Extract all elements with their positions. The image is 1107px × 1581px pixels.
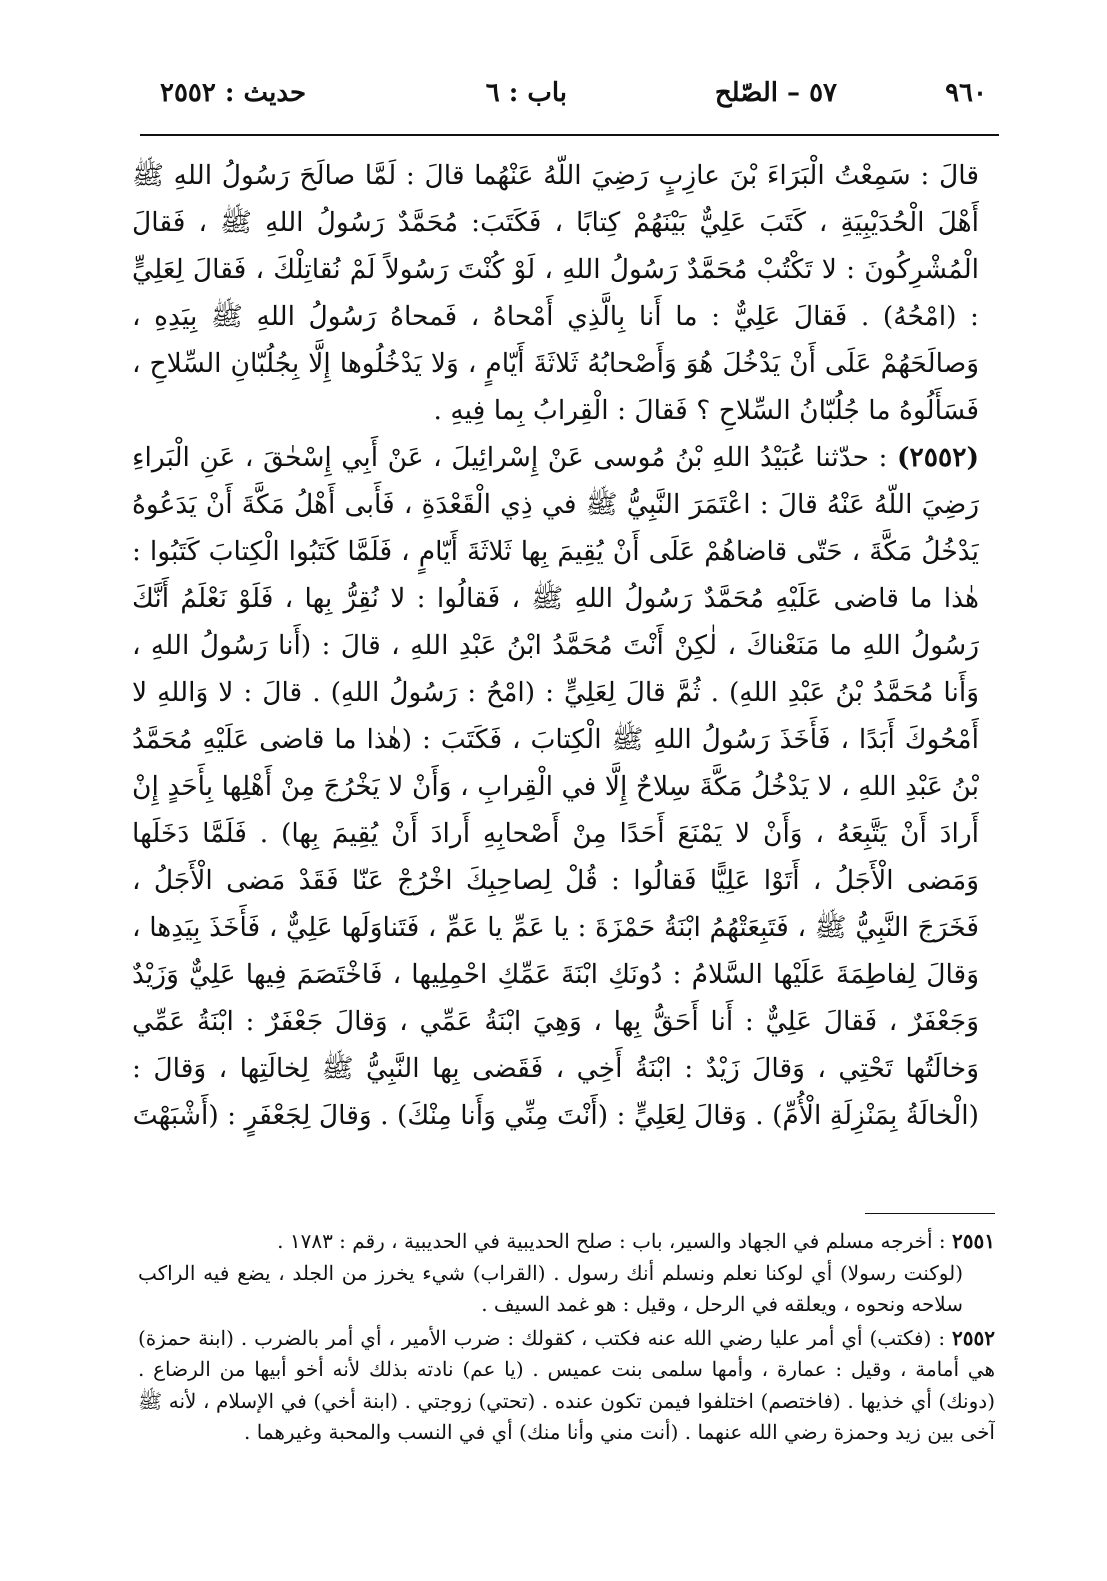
header-divider — [140, 134, 999, 136]
footnote-divider — [865, 1213, 995, 1214]
main-text — [132, 152, 979, 1197]
page-header — [160, 78, 987, 118]
footnotes — [138, 1226, 995, 1526]
footnote-number: ٢٥٥١ — [952, 1229, 995, 1253]
hadith-number: (٢٥٥٢) — [896, 442, 979, 473]
footnote-explanation: (لوكنت رسولا) أي لوكنا نعلم ونسلم أنك رسول . (القراب) شيء يخرز من الجلد ، يضع فيه الراكب سلاحه ونحوه ، ويعلقه في الرحل ، وقيل : هو غمد السيف . — [138, 1260, 963, 1316]
footnote-number: ٢٥٥٢ — [952, 1325, 995, 1350]
page-number: ٩٦٠ — [945, 78, 987, 108]
bab-label: باب : ٦ — [485, 78, 567, 108]
chapter-title: ٥٧ – الصّلح — [714, 78, 837, 108]
paragraph-continuation: قالَ : سَمِعْتُ الْبَرَاءَ بْنَ عازِبٍ رَضِيَ اللّهُ عَنْهُما قالَ : لَمَّا صالَحَ رَسُولُ اللهِ ﷺ أَهْلَ الْحُدَيْبِيَةِ ، كَتَبَ عَلِيٌّ بَيْنَهُمْ كِتابًا ، فَكَتَبَ: مُحَمَّدٌ رَسُولُ اللهِ ﷺ ، فَقالَ الْمُشْرِكُونَ : لا تَكْتُبْ مُحَمَّدٌ رَسُولُ اللهِ ، لَوْ كُنْتَ رَسُولاً لَمْ نُقاتِلْكَ ، فَقالَ لِعَلِيٍّ : (امْحُهُ) . فَقالَ عَلِيٌّ : ما أَنا بِالَّذِي أَمْحاهُ ، فَمحاهُ رَسُولُ اللهِ ﷺ بِيَدِهِ ، وَصالَحَهُمْ عَلَى أَنْ يَدْخُلَ هُوَ وَأَصْحابُهُ ثَلاثَةَ أَيّامٍ ، وَلا يَدْخُلُوها إِلَّا بِجُلُبّانِ السِّلاحِ ، فَسَأَلُوهُ ما جُلُبّانُ السِّلاحِ ؟ فَقالَ : الْقِرابُ بِما فِيهِ . — [132, 160, 979, 426]
paragraph-hadith-2552 — [132, 434, 979, 1139]
footnote-explanation: : (فكتب) أي أمر عليا رضي الله عنه فكتب ، كقولك : ضرب الأمير ، أي أمر بالضرب . (ابنة حمزة) هي أمامة ، وقيل : عمارة ، وأمها سلمى بنت عميس . (يا عم) نادته بذلك لأنه أخو أبيها من الرضاع . (دونك) أي خذيها . (فاختصم) اختلفوا فيمن تكون عنده . (تحتي) زوجتي . (ابنة أخي) في الإسلام ، لأنه ﷺ آخى بين زيد وحمزة رضي الله عنهما . (أنت مني وأنا منك) أي في النسب والمحبة وغيرهما . — [138, 1325, 995, 1444]
hadith-range-label: حديث : ٢٥٥٢ — [160, 78, 307, 108]
footnote-2551 — [138, 1226, 995, 1321]
hadith-text: : حدّثنا عُبَيْدُ اللهِ بْنُ مُوسى عَنْ إِسْرائِيلَ ، عَنْ أَبِي إِسْحٰقَ ، عَنِ الْبَراءِ رَضِيَ اللّهُ عَنْهُ قالَ : اعْتَمَرَ النَّبِيُّ ﷺ في ذِي الْقَعْدَةِ ، فَأَبى أَهْلُ مَكَّةَ أَنْ يَدَعُوهُ يَدْخُلُ مَكَّةَ ، حَتّى قاضاهُمْ عَلَى أَنْ يُقِيمَ بِها ثَلاثَةَ أَيّامٍ ، فَلَمَّا كَتَبُوا الْكِتابَ كَتَبُوا : هٰذا ما قاضى عَلَيْهِ مُحَمَّدٌ رَسُولُ اللهِ ﷺ ، فَقالُوا : لا نُقِرُّ بِها ، فَلَوْ نَعْلَمُ أَنَّكَ رَسُولُ اللهِ ما مَنَعْناكَ ، لٰكِنْ أَنْتَ مُحَمَّدُ ابْنُ عَبْدِ اللهِ ، قالَ : (أَنا رَسُولُ اللهِ ، وَأَنا مُحَمَّدُ بْنُ عَبْدِ اللهِ) . ثُمَّ قالَ لِعَلِيٍّ : (امْحُ : رَسُولُ اللهِ) . قالَ : لا وَاللهِ لا أَمْحُوكَ أَبَدًا ، فَأَخَذَ رَسُولُ اللهِ ﷺ الْكِتابَ ، فَكَتَبَ : (هٰذا ما قاضى عَلَيْهِ مُحَمَّدُ بْنُ عَبْدِ اللهِ ، لا يَدْخُلُ مَكَّةَ سِلاحٌ إِلَّا في الْقِرابِ ، وَأَنْ لا يَخْرُجَ مِنْ أَهْلِها بِأَحَدٍ إِنْ أَرادَ أَنْ يَتَّبِعَهُ ، وَأَنْ لا يَمْنَعَ أَحَدًا مِنْ أَصْحابِهِ أَرادَ أَنْ يُقِيمَ بِها) . فَلَمَّا دَخَلَها وَمَضى الْأَجَلُ ، أَتَوْا عَلِيًّا فَقالُوا : قُلْ لِصاحِبِكَ اخْرُجْ عَنّا فَقَدْ مَضى الْأَجَلُ ، فَخَرَجَ النَّبِيُّ ﷺ ، فَتَبِعَتْهُمُ ابْنَةُ حَمْزَةَ : يا عَمِّ يا عَمِّ ، فَتَناوَلَها عَلِيٌّ ، فَأَخَذَ بِيَدِها ، وَقالَ لِفاطِمَةَ عَلَيْها السَّلامُ : دُونَكِ ابْنَةَ عَمِّكِ احْمِلِيها ، فَاخْتَصَمَ فِيها عَلِيٌّ وَزَيْدٌ وَجَعْفَرٌ ، فَقالَ عَلِيٌّ : أَنا أَحَقُّ بِها ، وَهِيَ ابْنَةُ عَمِّي ، وَقالَ جَعْفَرٌ : ابْنَةُ عَمِّي وَخالَتُها تَحْتِي ، وَقالَ زَيْدٌ : ابْنَةُ أَخِي ، فَقَضى بِها النَّبِيُّ ﷺ لِخالَتِها ، وَقالَ : (الْخالَةُ بِمَنْزِلَةِ الْأُمِّ) . وَقالَ لِعَلِيٍّ : (أَنْتَ مِنِّي وَأَنا مِنْكَ) . وَقالَ لِجَعْفَرٍ : (أَشْبَهْتَ — [132, 442, 979, 1131]
footnote-2552 — [138, 1323, 995, 1449]
footnote-source: : أخرجه مسلم في الجهاد والسير، باب : صلح الحديبية في الحديبية ، رقم : ١٧٨٣ . — [277, 1229, 953, 1253]
